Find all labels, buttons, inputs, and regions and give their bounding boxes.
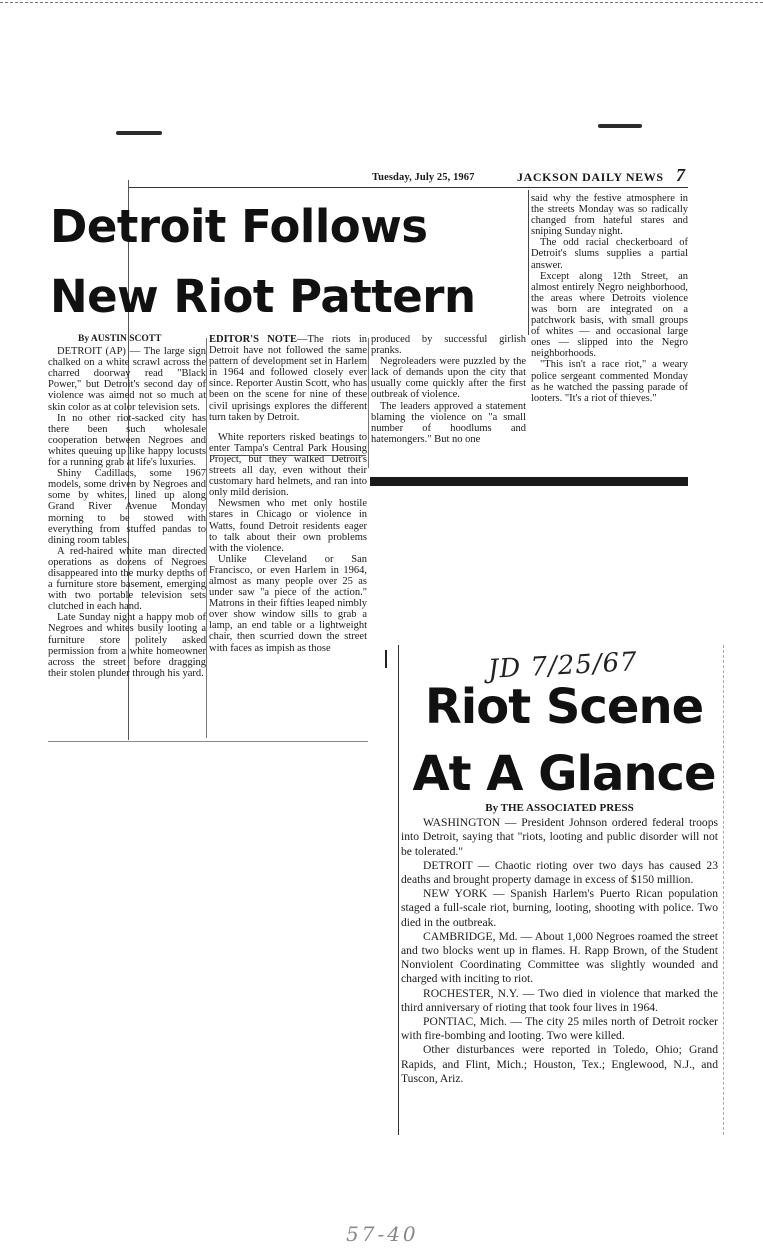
byline: By THE ASSOCIATED PRESS — [485, 802, 634, 814]
article-column-1 — [48, 334, 206, 679]
editors-note-text: —The riots in Detroit have not followed the same pattern of development set in Harlem in 1964 and followed closely ever since. Reporter Austin Scott, who has been on the scene for nine of these civil uprisings explores the different turn taken by Detroit. — [209, 334, 367, 423]
paragraph: "This isn't a race riot," a weary police sergeant commented Monday as he watched the passing parade of looters. "It's a riot of thieves." — [531, 359, 688, 404]
paragraph: DETROIT — Chaotic rioting over two days has caused 23 deaths and brought property damage in excess of $150 million. — [401, 858, 718, 887]
column-rule — [368, 338, 369, 468]
headline-line-1: Detroit Follows — [50, 200, 428, 253]
paragraph: NEW YORK — Spanish Harlem's Puerto Rican population staged a full-scale riot, burning, looting, shooting with police. Two died in the outbreak. — [401, 887, 718, 929]
byline: By AUSTIN SCOTT — [78, 334, 162, 344]
page-number: 7 — [676, 165, 685, 185]
paragraph: PONTIAC, Mich. — The city 25 miles north of Detroit rocker with fire-bombing and looting. Two were killed. — [401, 1015, 718, 1043]
paragraph: White reporters risked beatings to enter Tampa's Central Park Housing Project, but they walked Detroit's streets all day, even without their customary hard helmets, and ran into only mild derision. — [209, 431, 367, 499]
handwritten-date-note: JD 7/25/67 — [487, 647, 639, 685]
paragraph: Unlike Cleveland or San Francisco, or even Harlem in 1964, almost as many people over 25 as under saw "a piece of the action." Matrons in their fifties leaped nimbly over show window sills to grab a lamp, an end table or a lightweight chair, then scurried down the street with faces as impish as those — [209, 553, 367, 654]
column-rule — [528, 190, 529, 335]
paragraph: The odd racial checkerboard of Detroit's slums supplies a partial answer. — [531, 237, 688, 271]
ink-smudge — [598, 124, 642, 128]
clipping-mark — [385, 650, 387, 668]
paragraph: DETROIT (AP) — The large sign chalked on a white scrawl across the charred doorway read "Black Power," but Detroit's second day of violence was aimed not so much at skin color as at color television sets. — [48, 346, 206, 413]
article-column-2 — [209, 334, 367, 654]
paragraph: Newsmen who met only hostile stares in Chicago or violence in Watts, found Detroit residents eager to talk about their own problems with the violence. — [209, 498, 367, 554]
paragraph: Except along 12th Street, an almost entirely Negro neighborhood, the areas where Detroits violence was born are integrated on a patchwork basis, with small groups of whites — and occasional large ones — slipped into the Negro neighborhoods. — [531, 270, 688, 360]
column-break-bar — [370, 477, 688, 486]
paragraph: Late Sunday night a happy mob of Negroes and whites busily looting a furniture store politely asked permission from a white homeowner across the street before dragging their stolen plunder through his yard. — [48, 612, 206, 679]
editors-note — [209, 334, 367, 423]
pencil-annotation: 57-40 — [346, 1222, 419, 1246]
editors-note-label: EDITOR'S NOTE — [209, 334, 297, 345]
headline2-line-1: Riot Scene — [424, 679, 704, 735]
scan-top-edge — [0, 2, 763, 3]
newspaper-name: JACKSON DAILY NEWS — [517, 170, 664, 184]
paragraph: said why the festive atmosphere in the streets Monday was so radically changed from hateful stares and sniping Sunday night. — [531, 193, 688, 238]
paragraph: A red-haired white man directed operations as dozens of Negroes disappeared into the murky depths of a furniture store basement, emerging with two portable television sets clutched in each hand. — [48, 545, 206, 613]
paragraph: CAMBRIDGE, Md. — About 1,000 Negroes roamed the street and two blocks went up in flames. H. Rapp Brown, of the Student Nonviolent Coordinating Committee was slightly wounded and charged with inciting to riot. — [401, 929, 718, 986]
header-rule — [128, 187, 688, 188]
paragraph: WASHINGTON — President Johnson ordered federal troops into Detroit, saying that "riots, looting and public disorder will not be tolerated." — [401, 816, 718, 858]
note-separator — [211, 455, 366, 456]
headline2-line-2: At A Glance — [412, 746, 716, 802]
article-end-rule — [48, 741, 368, 742]
column-rule — [206, 338, 207, 738]
ink-smudge — [116, 131, 162, 135]
headline-line-2: New Riot Pattern — [50, 270, 476, 323]
issue-date: Tuesday, July 25, 1967 — [372, 172, 475, 183]
glance-article — [401, 801, 718, 1086]
paragraph: Shiny Cadillacs, some 1967 models, some driven by Negroes and some by whites, lined up along Grand River Avenue Monday morning to be stowed with everything from stuffed pandas to dining room tables. — [48, 468, 206, 546]
paragraph: The leaders approved a statement blaming the violence on "a small number of hoodlums and hatemongers." But no one — [371, 400, 526, 445]
paragraph: produced by successful girlish pranks. — [371, 334, 526, 357]
article-column-3 — [371, 334, 526, 445]
article-column-4 — [531, 193, 688, 404]
paragraph: Negroleaders were puzzled by the lack of demands upon the city that usually come quickly after the first outbreak of violence. — [371, 356, 526, 401]
paragraph: Other disturbances were reported in Toledo, Ohio; Grand Rapids, and Flint, Mich.; Houston, Tex.; Englewood, N.J., and Tuscon, Ariz. — [401, 1043, 718, 1085]
paragraph: In no other riot-sacked city has there been such wholesale cooperation between Negroes and whites queuing up like happy locusts for a running grab at life's luxuries. — [48, 412, 206, 469]
paragraph: ROCHESTER, N.Y. — Two died in violence that marked the third anniversary of rioting that took four lives in 1964. — [401, 986, 718, 1014]
